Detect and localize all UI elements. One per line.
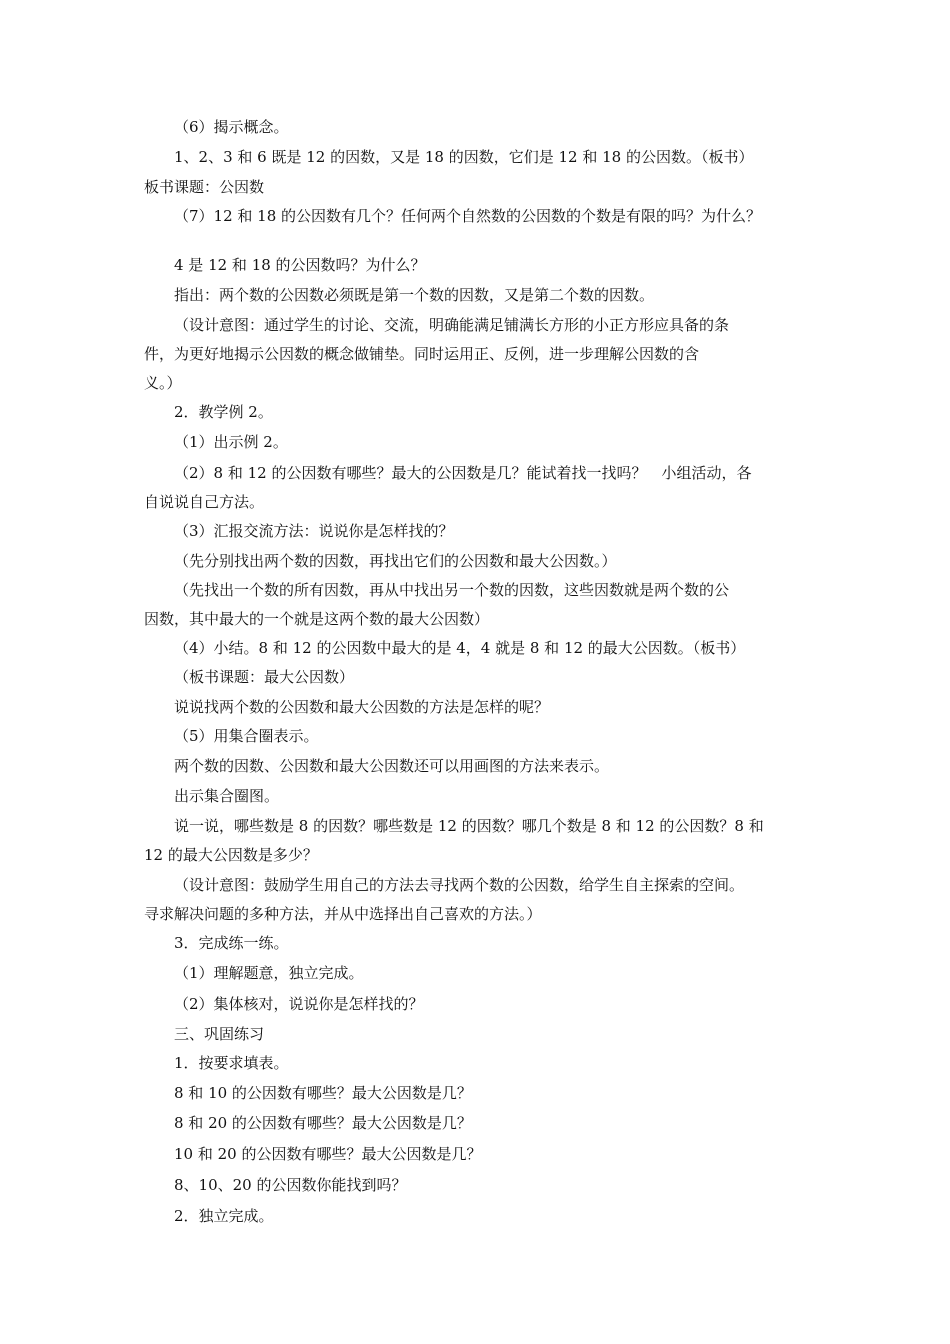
text-line: （板书课题：最大公因数） [174,668,355,686]
text-line: （3）汇报交流方法：说说你是怎样找的？ [174,522,454,540]
text-line: 1．按要求填表。 [174,1054,289,1072]
text-line: （1）理解题意，独立完成。 [174,964,364,982]
text-line: （2）8 和 12 的公因数有哪些？最大的公因数是几？能试着找一找吗？ 小组活动，各 [174,464,752,482]
text-line: 指出：两个数的公因数必须既是第一个数的因数，又是第二个数的因数。 [174,286,655,304]
text-line: 自说说自己方法。 [144,493,265,511]
text-line: 10 和 20 的公因数有哪些？最大公因数是几？ [174,1145,482,1163]
text-line: （5）用集合圈表示。 [174,727,319,745]
text-line: 两个数的因数、公因数和最大公因数还可以用画图的方法来表示。 [174,757,610,775]
text-line: （设计意图：鼓励学生用自己的方法去寻找两个数的公因数，给学生自主探索的空间。 [174,876,745,894]
text-line: 因数，其中最大的一个就是这两个数的最大公因数） [144,610,490,628]
text-line: 2．独立完成。 [174,1207,274,1225]
text-line: （先分别找出两个数的因数，再找出它们的公因数和最大公因数。） [174,552,617,570]
text-line: 三、巩固练习 [174,1025,265,1043]
text-line: （4）小结。8 和 12 的公因数中最大的是 4，4 就是 8 和 12 的最大公因数。（板书） [174,639,746,657]
text-line: （1）出示例 2。 [174,433,288,451]
text-line: 说一说，哪些数是 8 的因数？哪些数是 12 的因数？哪几个数是 8 和 12 的公因数？8 和 [174,817,764,835]
text-line: 8、10、20 的公因数你能找到吗？ [174,1176,407,1194]
text-line: 8 和 10 的公因数有哪些？最大公因数是几？ [174,1084,472,1102]
text-line: 出示集合圈图。 [174,787,280,805]
text-line: 12 的最大公因数是多少？ [144,846,318,864]
text-line: 义。） [144,374,182,392]
text-line: （6）揭示概念。 [174,118,289,136]
text-line: 1、2、3 和 6 既是 12 的因数，又是 18 的因数，它们是 12 和 18 的公因数。（板书） [174,148,754,166]
text-line: 件，为更好地揭示公因数的概念做铺垫。同时运用正、反例，进一步理解公因数的含 [144,345,700,363]
text-line: （2）集体核对，说说你是怎样找的？ [174,995,424,1013]
text-line: （先找出一个数的所有因数，再从中找出另一个数的因数，这些因数就是两个数的公 [174,581,730,599]
text-line: 3．完成练一练。 [174,934,289,952]
text-line: 板书课题：公因数 [144,178,265,196]
text-line: 8 和 20 的公因数有哪些？最大公因数是几？ [174,1114,472,1132]
text-line: 2．教学例 2。 [174,403,273,421]
text-line: 说说找两个数的公因数和最大公因数的方法是怎样的呢？ [174,698,550,716]
text-line: 4 是 12 和 18 的公因数吗？为什么？ [174,256,426,274]
text-line: （设计意图：通过学生的讨论、交流，明确能满足铺满长方形的小正方形应具备的条 [174,316,730,334]
text-line: （7）12 和 18 的公因数有几个？任何两个自然数的公因数的个数是有限的吗？为什么？ [174,207,762,225]
text-line: 寻求解决问题的多种方法，并从中选择出自己喜欢的方法。） [144,905,542,923]
